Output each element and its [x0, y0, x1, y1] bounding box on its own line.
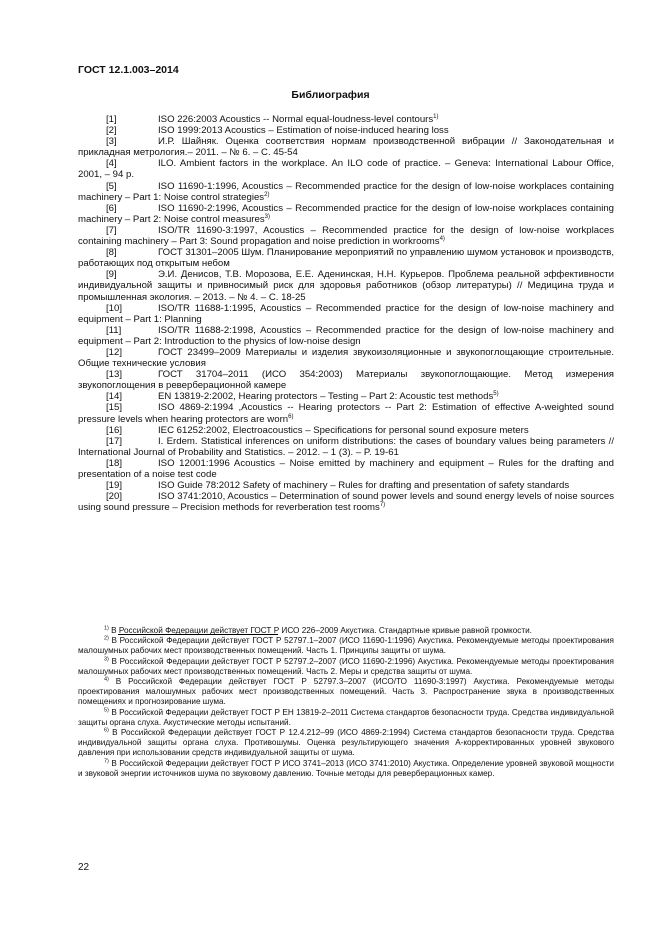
footnote: [78, 636, 614, 656]
entry-text: ILO. Ambient factors in the workplace. An ILO code of practice. – Geneva: International Labour Office, 2001, – 94 p.: [78, 158, 614, 181]
footnote-mark: 2): [104, 635, 109, 642]
footnote-text: В Российской Федерации действует ГОСТ Р 52797.3–2007 (ИСО/ТО 11690-3:1997) Акустика. Рекомендуемые методы проектирования малошумных рабочих мест производственных помещений. Часть 3. Распространение звука в производственных помещениях и прогнозирование шума.: [78, 677, 615, 707]
entry-text: ГОСТ 23499–2009 Материалы и изделия звукоизоляционные и звукопоглощающие строительные. Общие технические условия: [78, 346, 614, 370]
bibliography-entry: [78, 425, 614, 436]
entry-text: ISO 4869-2:1994 ,Acoustics -- Hearing protectors -- Part 2: Estimation of effective A-weighted sound pressure levels when hearing protectors are worn: [78, 402, 614, 425]
footnote: [78, 759, 614, 779]
entry-text: Э.И. Денисов, Т.В. Морозова, Е.Е. Аденинская, Н.Н. Курьеров. Проблема реальной эффективности индивидуальной защиты и привносимый риск для здоровья работников (обзор литературы) // Медицина труда и промышленная экология. – 2013. – № 4. – С. 18-25: [78, 269, 614, 303]
footnote-text: В Российской Федерации действует ГОСТ Р 52797.2–2007 (ИСО 11690-2:1996) Акустика. Рекомендуемые методы проектирования малошумных рабочих мест производственных помещений. Часть 2. Меры и средства защиты от шума.: [78, 656, 614, 676]
footnotes-list: [78, 626, 614, 779]
entry-number: [15]: [106, 402, 123, 414]
footnote: [78, 728, 614, 759]
footnote: [78, 657, 614, 677]
entry-number: [11]: [106, 324, 122, 336]
entry-number: [13]: [106, 369, 123, 381]
entry-text: ГОСТ 31301–2005 Шум. Планирование мероприятий по управлению шумом установок и производств, работающих под открытым небом: [78, 247, 614, 270]
bibliography-list: [78, 114, 614, 513]
entry-text: EN 13819-2:2002, Hearing protectors – Testing – Part 2: Acoustic test methods: [158, 391, 494, 403]
bibliography-entry: [78, 391, 614, 402]
entry-text: ISO Guide 78:2012 Safety of machinery – Rules for drafting and presentation of safety standards: [158, 480, 570, 492]
entry-number: [12]: [106, 346, 123, 358]
bibliography-entry: [78, 325, 614, 347]
footnote-text: В Российской Федерации действует ГОСТ Р ЕН 13819-2–2011 Система стандартов безопасности труда. Средства индивидуальной защиты органа слуха. Акустические методы испытаний.: [78, 707, 614, 727]
entry-number: [5]: [106, 180, 117, 192]
entry-number: [8]: [106, 247, 117, 259]
entry-number: [19]: [106, 480, 123, 492]
footnote-reference: 1): [433, 113, 439, 120]
entry-number: [18]: [106, 457, 123, 469]
footnote: [78, 708, 614, 728]
bibliography-entry: [78, 136, 614, 158]
footnote-text: В Российской Федерации действует ГОСТ Р 12.4.212–99 (ИСО 4869-2:1994) Система стандартов безопасности труда. Средства индивидуальной защиты органа слуха. Противошумы. Оценка результирующего значения А-корректированных уровней звукового давления при использовании средств индивидуальной защиты от шума.: [78, 728, 614, 758]
entry-text: ISO 11690-2:1996, Acoustics – Recommended practice for the design of low-noise workplaces containing machinery – Part 2: Noise control measures: [78, 202, 614, 225]
entry-number: [1]: [106, 114, 117, 125]
footnote-mark: 6): [104, 727, 109, 734]
entry-number: [3]: [106, 136, 117, 148]
footnote: [78, 626, 614, 636]
footnote-mark: 4): [104, 676, 109, 683]
bibliography-entry: [78, 491, 614, 513]
bibliography-entry: [78, 225, 614, 247]
footnote-mark: 1): [104, 625, 109, 632]
entry-number: [16]: [106, 424, 123, 436]
bibliography-entry: [78, 458, 614, 480]
entry-text: ISO/TR 11688-1:1995, Acoustics – Recommended practice for the design of low-noise machinery and equipment – Part 1: Planning: [78, 302, 614, 325]
footnote-reference: 6): [288, 413, 294, 420]
entry-number: [14]: [106, 391, 123, 403]
entry-text: IEC 61252:2002, Electroacoustics – Specifications for personal sound exposure meters: [158, 424, 529, 436]
bibliography-entry: [78, 158, 614, 180]
footnote-mark: 5): [104, 706, 109, 713]
entry-number: [10]: [106, 302, 123, 314]
bibliography-entry: [78, 480, 614, 491]
footnote-text: В Российской Федерации действует ГОСТ Р 52797.1–2007 (ИСО 11690-1:1996) Акустика. Рекомендуемые методы проектирования малошумных рабочих мест производственных помещений. Часть 1. Принципы защиты от шума.: [78, 636, 614, 656]
entry-text: ISO 226:2003 Acoustics -- Normal equal-loudness-level contours: [158, 114, 434, 125]
entry-number: [4]: [106, 158, 117, 170]
entry-text: ISO 11690-1:1996, Acoustics – Recommended practice for the design of low-noise workplaces containing machinery – Part 1: Noise control strategies: [78, 180, 614, 203]
entry-number: [20]: [106, 491, 123, 503]
bibliography-entry: [78, 203, 614, 225]
page-number: 22: [78, 862, 90, 873]
bibliography-entry: [78, 247, 614, 269]
entry-number: [2]: [106, 125, 117, 137]
footnote-text: В Российской Федерации действует ГОСТ Р ИСО 226–2009 Акустика. Стандартные кривые равной громкости.: [111, 626, 532, 635]
page-title: Библиография: [291, 89, 370, 101]
footnote-reference: 5): [493, 391, 499, 398]
bibliography-entry: [78, 181, 614, 203]
bibliography-entry: [78, 402, 614, 424]
entry-text: ISO/TR 11690-3:1997, Acoustics – Recommended practice for the design of low-noise workplaces containing machinery – Part 3: Sound propagation and noise prediction in workrooms: [78, 224, 614, 248]
bibliography-entry: [78, 125, 614, 136]
standard-code-header: ГОСТ 12.1.003–2014: [78, 64, 179, 76]
entry-number: [9]: [106, 269, 117, 281]
footnote-reference: 4): [439, 235, 445, 242]
entry-number: [17]: [106, 435, 123, 447]
entry-text: И.Р. Шайняк. Оценка соответствия нормам производственной вибрации // Законодательная и прикладная метрология.– 2011. – № 6. – С. 45-54: [78, 136, 614, 159]
entry-text: ISO 1999:2013 Acoustics – Estimation of noise-induced hearing loss: [158, 125, 449, 137]
entry-text: ГОСТ 31704–2011 (ИСО 354:2003) Материалы звукопоглощающие. Метод измерения звукопоглощения в реверберационной камере: [78, 369, 614, 392]
footnote-text: В Российской Федерации действует ГОСТ Р ИСО 3741–2013 (ИСО 3741:2010) Акустика. Определение уровней звуковой мощности и звуковой энергии источников шума по звуковому давлению. Точные методы для реверберационных камер.: [78, 758, 614, 778]
bibliography-entry: [78, 347, 614, 369]
footnote-mark: 3): [104, 655, 109, 662]
entry-text: ISO 12001:1996 Acoustics – Noise emitted by machinery and equipment – Rules for the drafting and presentation of a noise test code: [78, 457, 614, 480]
footnote-reference: 2): [264, 191, 270, 198]
bibliography-entry: [78, 269, 614, 302]
entry-number: [7]: [106, 224, 117, 236]
bibliography-entry: [78, 436, 614, 458]
footnote-reference: 7): [379, 502, 386, 509]
entry-text: ISO/TR 11688-2:1998, Acoustics – Recommended practice for the design of low-noise machinery and equipment – Part 2: Introduction to the physics of low-noise design: [78, 324, 614, 347]
entry-text: I. Erdem. Statistical inferences on uniform distributions: the cases of boundary values being parameters // International Journal of Probability and Statistics. – 2012. – 1 (3). – P. 19-61: [78, 435, 614, 458]
bibliography-entry: [78, 303, 614, 325]
footnote: [78, 677, 614, 708]
bibliography-entry: [78, 114, 614, 125]
bibliography-entry: [78, 369, 614, 391]
footnote-reference: 3): [264, 213, 270, 220]
entry-text: ISO 3741:2010, Acoustics – Determination of sound power levels and sound energy levels of noise sources using sound pressure – Precision methods for reverberation test rooms: [78, 491, 614, 514]
entry-number: [6]: [106, 202, 117, 214]
footnote-mark: 7): [104, 757, 109, 764]
